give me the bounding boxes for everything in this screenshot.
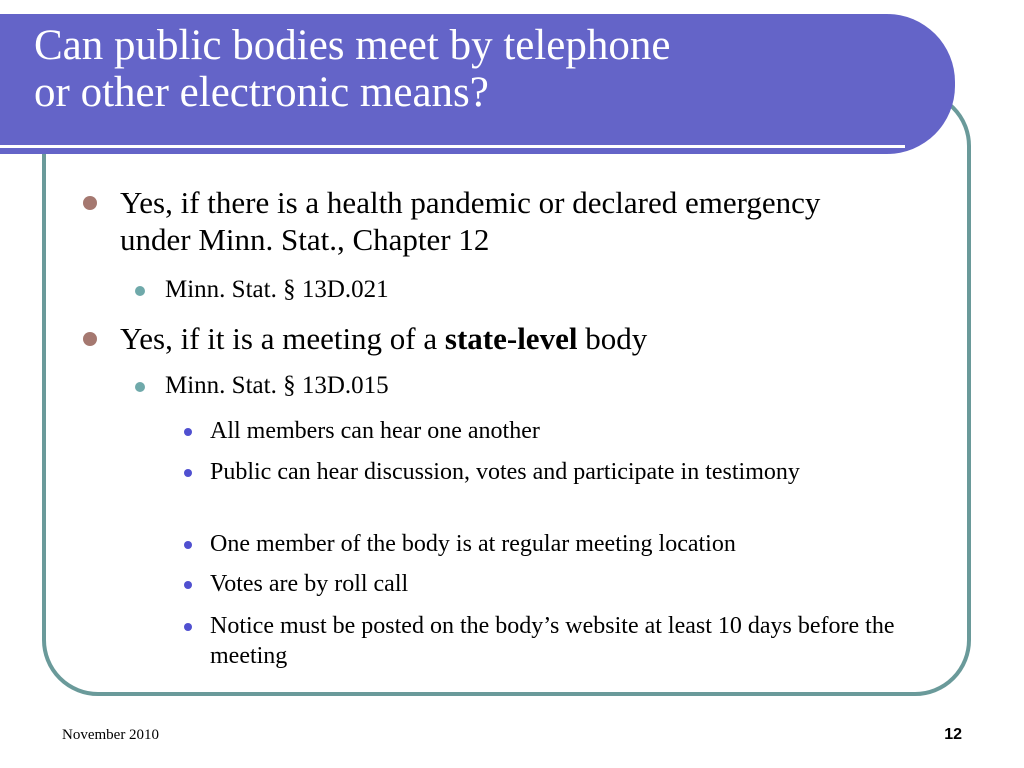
list-item-text: Notice must be posted on the body’s website at least 10 days before the meeting (210, 613, 895, 669)
sub-bullet-dot-icon (135, 286, 145, 296)
list-item (210, 611, 955, 671)
list-item (210, 529, 955, 559)
list-dot-icon (184, 623, 192, 631)
list-dot-icon (184, 428, 192, 436)
list-dot-icon (184, 581, 192, 589)
bullet-text: Minn. Stat. § 13D.021 (165, 276, 389, 303)
bullet-state-level-body (120, 320, 880, 357)
bullet-dot-icon (83, 196, 97, 210)
slide-title (34, 22, 914, 116)
slide-title-line-1: Can public bodies meet by telephone (34, 22, 671, 69)
list-item-text: Public can hear discussion, votes and participate in testimony (210, 459, 800, 485)
bullet-dot-icon (83, 332, 97, 346)
sub-bullet-statute-13d015 (165, 371, 865, 401)
list-item (210, 569, 955, 599)
bullet-text-emphasis: state-level (444, 321, 578, 356)
bullet-text-prefix: Yes, if it is a meeting of a (120, 321, 445, 356)
bullet-text: Minn. Stat. § 13D.015 (165, 372, 389, 399)
list-item-text: One member of the body is at regular meeting location (210, 531, 736, 557)
page-number: 12 (944, 726, 962, 743)
bullet-text: Yes, if there is a health pandemic or declared emergency under Minn. Stat., Chapter 12 (120, 185, 821, 257)
list-item (210, 416, 955, 446)
list-item-text: Votes are by roll call (210, 571, 409, 597)
title-underline (0, 145, 905, 148)
footer-date: November 2010 (62, 727, 160, 743)
bullet-pandemic-emergency (120, 184, 880, 258)
list-dot-icon (184, 469, 192, 477)
list-item-text: All members can hear one another (210, 418, 540, 444)
bullet-text-suffix: body (577, 321, 648, 356)
sub-bullet-dot-icon (135, 382, 145, 392)
list-item (210, 457, 955, 487)
slide-title-line-2: or other electronic means? (34, 69, 489, 116)
sub-bullet-statute-13d021 (165, 275, 865, 305)
list-dot-icon (184, 541, 192, 549)
